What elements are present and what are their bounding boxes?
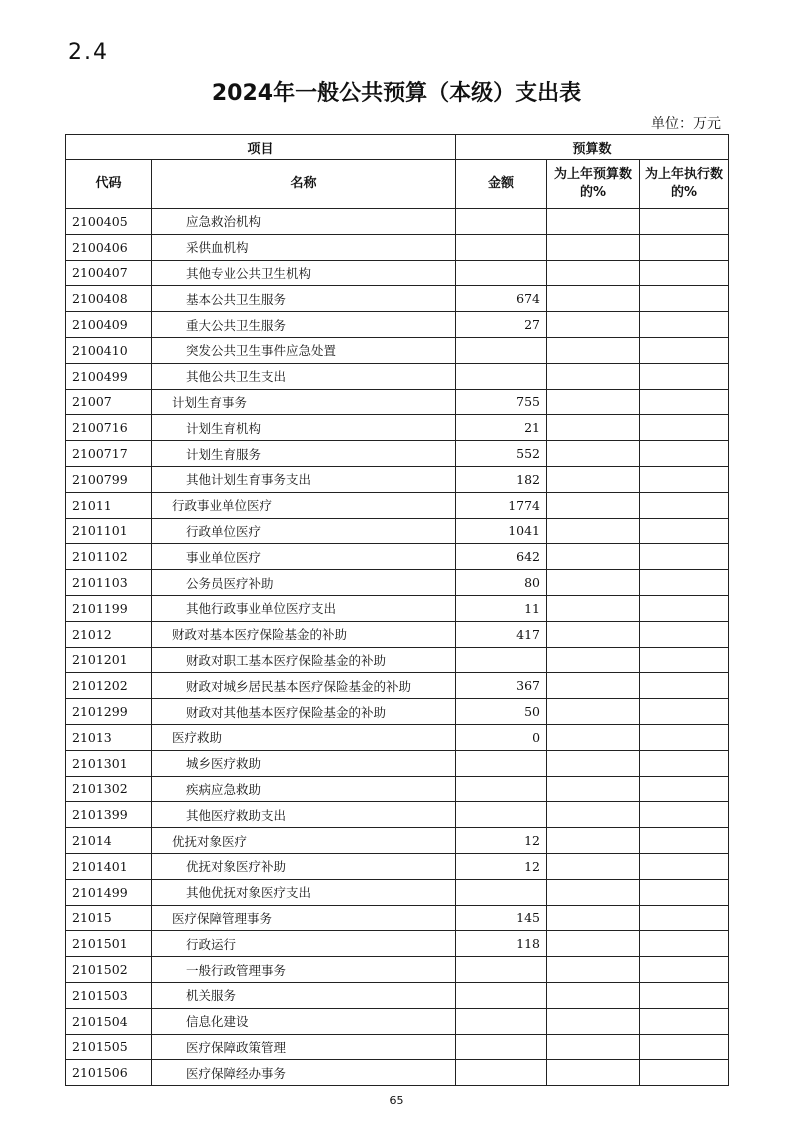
row-amount: 21	[456, 415, 547, 441]
row-code: 21012	[66, 621, 152, 647]
row-pct-prev-budget	[547, 1034, 640, 1060]
row-pct-prev-budget	[547, 312, 640, 338]
row-pct-prev-exec	[640, 879, 729, 905]
row-name: 其他计划生育事务支出	[152, 466, 456, 492]
row-code: 2100409	[66, 312, 152, 338]
row-name: 计划生育服务	[152, 441, 456, 467]
row-amount: 80	[456, 570, 547, 596]
row-code: 2101506	[66, 1060, 152, 1086]
row-name: 行政事业单位医疗	[152, 492, 456, 518]
row-name: 计划生育事务	[152, 389, 456, 415]
table-row	[66, 595, 729, 621]
row-pct-prev-budget	[547, 570, 640, 596]
row-name: 重大公共卫生服务	[152, 312, 456, 338]
row-name: 其他优抚对象医疗支出	[152, 879, 456, 905]
row-code: 2101502	[66, 957, 152, 983]
row-pct-prev-exec	[640, 982, 729, 1008]
table-body	[66, 209, 729, 1086]
row-name: 其他行政事业单位医疗支出	[152, 595, 456, 621]
row-name: 采供血机构	[152, 234, 456, 260]
row-amount: 1041	[456, 518, 547, 544]
table-row	[66, 621, 729, 647]
row-pct-prev-exec	[640, 673, 729, 699]
table-row	[66, 466, 729, 492]
row-pct-prev-exec	[640, 570, 729, 596]
row-code: 2101101	[66, 518, 152, 544]
table-row	[66, 518, 729, 544]
table-row	[66, 492, 729, 518]
row-pct-prev-budget	[547, 931, 640, 957]
row-amount: 182	[456, 466, 547, 492]
row-pct-prev-exec	[640, 905, 729, 931]
row-name: 医疗救助	[152, 724, 456, 750]
row-pct-prev-exec	[640, 828, 729, 854]
row-pct-prev-budget	[547, 1008, 640, 1034]
table-row	[66, 982, 729, 1008]
row-pct-prev-budget	[547, 853, 640, 879]
row-pct-prev-exec	[640, 1034, 729, 1060]
table-row	[66, 879, 729, 905]
row-name: 机关服务	[152, 982, 456, 1008]
row-amount: 417	[456, 621, 547, 647]
header-name: 名称	[152, 160, 456, 209]
row-code: 2101504	[66, 1008, 152, 1034]
row-pct-prev-budget	[547, 492, 640, 518]
row-pct-prev-budget	[547, 905, 640, 931]
row-pct-prev-budget	[547, 363, 640, 389]
page-title: 2024年一般公共预算（本级）支出表	[211, 81, 582, 106]
row-pct-prev-exec	[640, 286, 729, 312]
row-pct-prev-budget	[547, 879, 640, 905]
row-amount: 755	[456, 389, 547, 415]
row-pct-prev-exec	[640, 312, 729, 338]
row-code: 2101401	[66, 853, 152, 879]
row-pct-prev-budget	[547, 982, 640, 1008]
table-row	[66, 647, 729, 673]
row-code: 21011	[66, 492, 152, 518]
row-amount: 50	[456, 699, 547, 725]
row-pct-prev-budget	[547, 673, 640, 699]
row-amount	[456, 1060, 547, 1086]
table-row	[66, 957, 729, 983]
row-pct-prev-exec	[640, 466, 729, 492]
row-pct-prev-exec	[640, 441, 729, 467]
row-pct-prev-exec	[640, 595, 729, 621]
table-row	[66, 389, 729, 415]
row-pct-prev-budget	[547, 1060, 640, 1086]
table-row	[66, 363, 729, 389]
row-pct-prev-budget	[547, 466, 640, 492]
row-name: 疾病应急救助	[152, 776, 456, 802]
row-pct-prev-exec	[640, 621, 729, 647]
row-code: 2101503	[66, 982, 152, 1008]
row-pct-prev-budget	[547, 776, 640, 802]
table-row	[66, 828, 729, 854]
table-row	[66, 544, 729, 570]
row-code: 2100407	[66, 260, 152, 286]
row-code: 2100499	[66, 363, 152, 389]
row-pct-prev-exec	[640, 363, 729, 389]
row-amount: 552	[456, 441, 547, 467]
table-row	[66, 853, 729, 879]
row-code: 2101103	[66, 570, 152, 596]
row-code: 2101501	[66, 931, 152, 957]
row-pct-prev-budget	[547, 699, 640, 725]
table-row	[66, 570, 729, 596]
row-amount: 674	[456, 286, 547, 312]
row-pct-prev-budget	[547, 286, 640, 312]
row-amount: 642	[456, 544, 547, 570]
row-code: 2101505	[66, 1034, 152, 1060]
row-pct-prev-exec	[640, 1060, 729, 1086]
row-code: 21007	[66, 389, 152, 415]
table-row	[66, 209, 729, 235]
row-name: 行政单位医疗	[152, 518, 456, 544]
row-code: 2101299	[66, 699, 152, 725]
row-pct-prev-budget	[547, 389, 640, 415]
row-name: 其他专业公共卫生机构	[152, 260, 456, 286]
row-code: 2101399	[66, 802, 152, 828]
row-amount: 27	[456, 312, 547, 338]
row-code: 2100406	[66, 234, 152, 260]
row-pct-prev-exec	[640, 724, 729, 750]
row-pct-prev-exec	[640, 853, 729, 879]
row-code: 2100405	[66, 209, 152, 235]
row-pct-prev-budget	[547, 544, 640, 570]
row-amount	[456, 234, 547, 260]
row-amount	[456, 363, 547, 389]
row-amount: 145	[456, 905, 547, 931]
header-pct-prev-exec: 为上年执行数的%	[640, 160, 729, 209]
row-pct-prev-exec	[640, 802, 729, 828]
row-code: 21015	[66, 905, 152, 931]
row-pct-prev-exec	[640, 209, 729, 235]
section-number: 2.4	[68, 40, 109, 65]
row-pct-prev-budget	[547, 957, 640, 983]
row-amount: 118	[456, 931, 547, 957]
row-pct-prev-exec	[640, 260, 729, 286]
row-pct-prev-budget	[547, 750, 640, 776]
row-name: 事业单位医疗	[152, 544, 456, 570]
row-name: 医疗保障政策管理	[152, 1034, 456, 1060]
row-pct-prev-budget	[547, 260, 640, 286]
row-name: 优抚对象医疗补助	[152, 853, 456, 879]
row-name: 医疗保障经办事务	[152, 1060, 456, 1086]
row-amount	[456, 647, 547, 673]
row-code: 2101499	[66, 879, 152, 905]
table-row	[66, 905, 729, 931]
row-pct-prev-budget	[547, 337, 640, 363]
row-amount	[456, 209, 547, 235]
row-code: 2100716	[66, 415, 152, 441]
row-code: 2100799	[66, 466, 152, 492]
row-code: 2100410	[66, 337, 152, 363]
row-pct-prev-exec	[640, 776, 729, 802]
row-name: 突发公共卫生事件应急处置	[152, 337, 456, 363]
row-name: 财政对基本医疗保险基金的补助	[152, 621, 456, 647]
row-pct-prev-exec	[640, 337, 729, 363]
table-row	[66, 1060, 729, 1086]
row-amount	[456, 776, 547, 802]
header-code: 代码	[66, 160, 152, 209]
row-pct-prev-budget	[547, 441, 640, 467]
row-name: 财政对城乡居民基本医疗保险基金的补助	[152, 673, 456, 699]
row-amount	[456, 802, 547, 828]
row-pct-prev-exec	[640, 931, 729, 957]
row-name: 其他医疗救助支出	[152, 802, 456, 828]
row-code: 2101201	[66, 647, 152, 673]
table-row	[66, 312, 729, 338]
table-row	[66, 337, 729, 363]
row-pct-prev-exec	[640, 234, 729, 260]
table-row	[66, 931, 729, 957]
row-name: 医疗保障管理事务	[152, 905, 456, 931]
header-project: 项目	[66, 135, 456, 160]
row-amount: 11	[456, 595, 547, 621]
row-amount: 1774	[456, 492, 547, 518]
header-pct-prev-budget: 为上年预算数的%	[547, 160, 640, 209]
row-pct-prev-budget	[547, 595, 640, 621]
row-pct-prev-exec	[640, 518, 729, 544]
header-budget: 预算数	[456, 135, 729, 160]
row-name: 基本公共卫生服务	[152, 286, 456, 312]
row-code: 2101102	[66, 544, 152, 570]
row-name: 应急救治机构	[152, 209, 456, 235]
row-code: 2101199	[66, 595, 152, 621]
table-row	[66, 724, 729, 750]
row-amount	[456, 879, 547, 905]
row-pct-prev-budget	[547, 234, 640, 260]
row-pct-prev-budget	[547, 518, 640, 544]
row-amount: 367	[456, 673, 547, 699]
table-row	[66, 441, 729, 467]
row-code: 2101301	[66, 750, 152, 776]
table-row	[66, 1034, 729, 1060]
table-row	[66, 776, 729, 802]
row-pct-prev-exec	[640, 544, 729, 570]
row-pct-prev-budget	[547, 621, 640, 647]
row-amount: 0	[456, 724, 547, 750]
row-code: 2101202	[66, 673, 152, 699]
row-pct-prev-budget	[547, 724, 640, 750]
row-name: 城乡医疗救助	[152, 750, 456, 776]
row-pct-prev-exec	[640, 647, 729, 673]
row-name: 优抚对象医疗	[152, 828, 456, 854]
row-amount	[456, 957, 547, 983]
row-pct-prev-exec	[640, 699, 729, 725]
row-pct-prev-exec	[640, 492, 729, 518]
table-row	[66, 234, 729, 260]
row-amount	[456, 982, 547, 1008]
table-row	[66, 1008, 729, 1034]
row-amount	[456, 1008, 547, 1034]
row-pct-prev-budget	[547, 209, 640, 235]
table-row	[66, 699, 729, 725]
row-amount	[456, 260, 547, 286]
row-name: 公务员医疗补助	[152, 570, 456, 596]
row-pct-prev-exec	[640, 750, 729, 776]
row-pct-prev-budget	[547, 828, 640, 854]
row-pct-prev-exec	[640, 957, 729, 983]
row-amount: 12	[456, 828, 547, 854]
budget-table	[65, 134, 729, 1086]
row-pct-prev-exec	[640, 1008, 729, 1034]
row-name: 信息化建设	[152, 1008, 456, 1034]
table-row	[66, 260, 729, 286]
row-amount	[456, 1034, 547, 1060]
row-name: 财政对其他基本医疗保险基金的补助	[152, 699, 456, 725]
row-code: 2100408	[66, 286, 152, 312]
row-pct-prev-exec	[640, 389, 729, 415]
table-row	[66, 673, 729, 699]
row-amount	[456, 337, 547, 363]
header-amount: 金额	[456, 160, 547, 209]
row-amount	[456, 750, 547, 776]
row-pct-prev-budget	[547, 802, 640, 828]
row-pct-prev-budget	[547, 647, 640, 673]
table-row	[66, 802, 729, 828]
row-name: 行政运行	[152, 931, 456, 957]
table-row	[66, 415, 729, 441]
row-code: 2101302	[66, 776, 152, 802]
row-pct-prev-exec	[640, 415, 729, 441]
row-name: 财政对职工基本医疗保险基金的补助	[152, 647, 456, 673]
row-name: 计划生育机构	[152, 415, 456, 441]
row-code: 2100717	[66, 441, 152, 467]
row-code: 21014	[66, 828, 152, 854]
table-row	[66, 750, 729, 776]
row-name: 一般行政管理事务	[152, 957, 456, 983]
table-row	[66, 286, 729, 312]
row-code: 21013	[66, 724, 152, 750]
unit-label: 单位：万元	[651, 116, 721, 132]
row-name: 其他公共卫生支出	[152, 363, 456, 389]
row-pct-prev-budget	[547, 415, 640, 441]
row-amount: 12	[456, 853, 547, 879]
page-number: 65	[389, 1094, 404, 1107]
